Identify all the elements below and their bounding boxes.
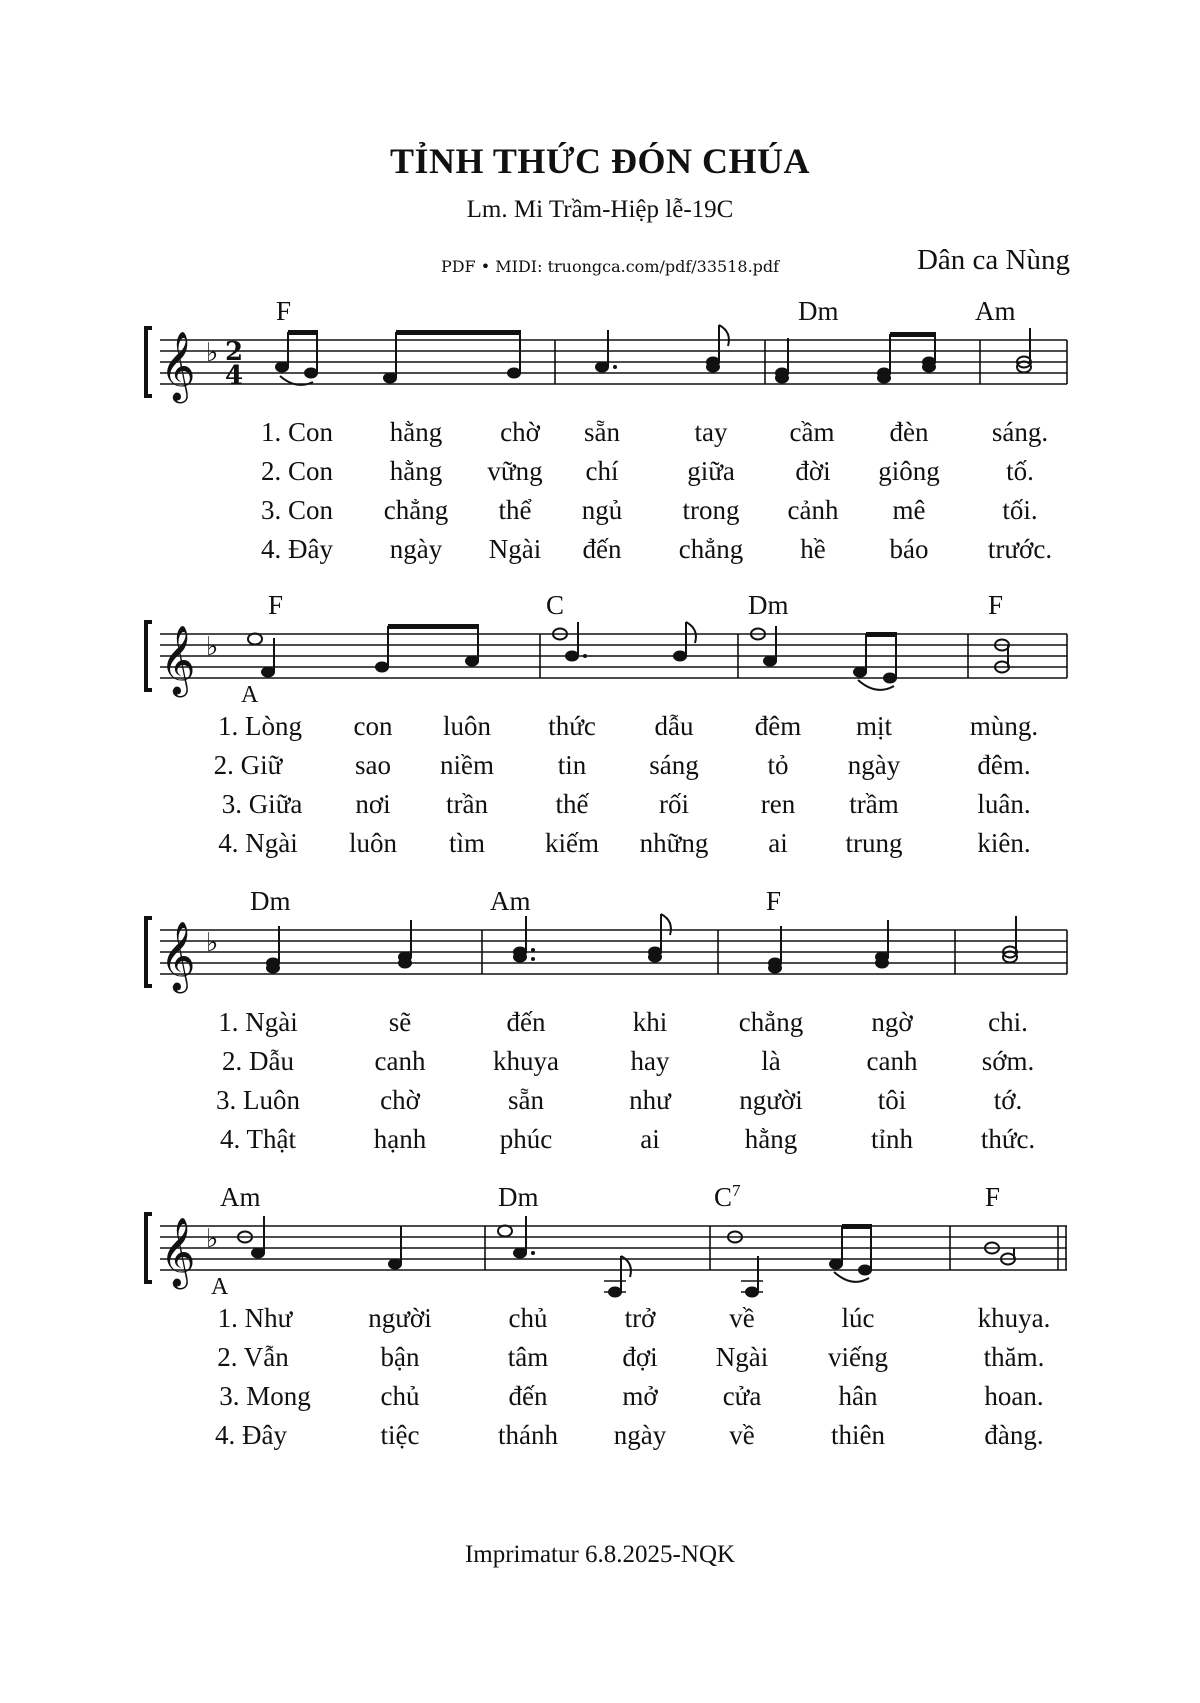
lyric-syllable: bận [380, 1342, 420, 1372]
chord-symbol: F [766, 886, 782, 916]
lyric-syllable: tôi [877, 1085, 907, 1115]
staff-1 [0, 300, 1200, 420]
lyric-syllable: phúc [499, 1124, 553, 1154]
lyric-syllable: đến [508, 1381, 548, 1411]
chord-symbol: Am [490, 886, 531, 916]
music-system-1 [0, 296, 1200, 570]
lyric-syllable: sớm. [981, 1046, 1035, 1076]
lyric-syllable: sáng. [991, 417, 1049, 447]
lyric-syllable: cảnh [787, 495, 839, 525]
lyric-syllable: đêm [754, 711, 802, 741]
lyric-syllable: chủ [380, 1381, 420, 1411]
lyric-syllable: nơi [355, 789, 391, 819]
lyric-syllable: lúc [841, 1303, 875, 1333]
chord-symbol: Am [975, 296, 1016, 326]
lyric-syllable: viếng [828, 1342, 888, 1372]
lyric-syllable: 4. Ngài [218, 828, 298, 858]
lyric-syllable: chủ [508, 1303, 548, 1333]
lyric-syllable: là [761, 1046, 781, 1076]
lyric-syllable: đến [506, 1007, 546, 1037]
lyric-syllable: trung [845, 828, 903, 858]
lyric-syllable: canh [374, 1046, 426, 1076]
lyric-syllable: tỉnh [870, 1124, 914, 1154]
lyric-syllable: người [739, 1085, 803, 1115]
lyric-syllable: 2. Con [260, 456, 334, 486]
lyric-syllable: trong [682, 495, 740, 525]
lyric-syllable: 1. Ngài [218, 1007, 298, 1037]
svg-text:𝄞: 𝄞 [160, 625, 196, 695]
lyric-syllable: đợi [622, 1342, 658, 1372]
lyric-syllable: đàng. [984, 1420, 1044, 1450]
music-system-4 [0, 1181, 1200, 1456]
lyric-syllable: ngủ [581, 495, 623, 525]
lyric-syllable: hay [630, 1046, 670, 1076]
chord-symbol: F [276, 296, 292, 326]
lyric-syllable: chẳng [383, 495, 449, 525]
lyric-syllable: hằng [389, 456, 443, 486]
svg-text:♭: ♭ [206, 928, 219, 958]
lyric-syllable: ngờ [871, 1007, 913, 1037]
chord-symbol: Am [220, 1182, 261, 1212]
lyric-syllable: tiệc [380, 1420, 420, 1450]
lyric-syllable: chờ [380, 1085, 420, 1115]
lyric-syllable: cầm [789, 417, 835, 447]
staff-4 [0, 1186, 1200, 1306]
chord-symbol: Dm [748, 590, 789, 620]
lyric-syllable: thể [498, 495, 532, 525]
lyric-syllable: con [353, 711, 393, 741]
lyric-syllable: về [729, 1420, 755, 1450]
svg-text:𝄞: 𝄞 [160, 1217, 196, 1287]
lyric-syllable: 3. Mong [219, 1381, 311, 1411]
lyric-syllable: hằng [744, 1124, 798, 1154]
bass-note: A [241, 682, 259, 708]
lyric-syllable: chẳng [738, 1007, 804, 1037]
lyric-syllable: chờ [500, 417, 540, 447]
lyric-syllable: vững [487, 456, 543, 486]
lyric-syllable: đêm. [977, 750, 1031, 780]
lyric-syllable: chi. [988, 1007, 1028, 1037]
lyric-syllable: tay [694, 417, 728, 447]
lyric-syllable: trở [624, 1303, 656, 1333]
chord-symbol: Dm [250, 886, 291, 916]
lyric-syllable: luôn [442, 711, 492, 741]
chord-symbol: Dm [498, 1182, 539, 1212]
lyric-syllable: rối [659, 789, 689, 819]
lyric-syllable: chí [585, 456, 619, 486]
lyric-syllable: thức. [980, 1124, 1036, 1154]
chord-symbol: $C^7$ [714, 1181, 741, 1212]
lyric-syllable: sáng [649, 750, 699, 780]
lyric-syllable: khuya [493, 1046, 559, 1076]
lyric-syllable: giữa [687, 456, 735, 486]
lyric-syllable: tâm [507, 1342, 549, 1372]
lyric-syllable: đời [795, 456, 831, 486]
lyric-syllable: dẫu [654, 711, 694, 741]
lyric-syllable: luôn [348, 828, 398, 858]
song-title: TỈNH THỨC ĐÓN CHÚA [389, 141, 811, 181]
chord-symbol: Dm [798, 296, 839, 326]
lyric-syllable: niềm [440, 750, 494, 780]
lyric-syllable: Ngài [715, 1342, 769, 1372]
lyric-syllable: mịt [855, 711, 893, 741]
lyric-syllable: 4. Đây [215, 1420, 287, 1450]
lyric-syllable: hân [838, 1381, 878, 1411]
song-subtitle: Lm. Mi Trầm-Hiệp lễ-19C [466, 196, 734, 223]
lyric-syllable: ai [640, 1124, 660, 1154]
svg-text:𝄞: 𝄞 [160, 331, 196, 401]
svg-text:♭: ♭ [206, 632, 219, 662]
source-link[interactable]: PDF • MIDI: truongca.com/pdf/33518.pdf [440, 257, 780, 276]
lyric-syllable: ngày [389, 534, 443, 564]
lyric-syllable: kiếm [545, 828, 599, 858]
lyric-syllable: 3. Giữa [221, 789, 303, 819]
lyric-syllable: đến [582, 534, 622, 564]
lyric-syllable: tìm [448, 828, 486, 858]
lyric-syllable: cửa [722, 1381, 762, 1411]
lyric-syllable: 2. Giữ [213, 750, 283, 780]
lyric-syllable: tối. [1002, 495, 1038, 525]
staff-3 [0, 890, 1200, 1010]
lyric-syllable: sao [355, 750, 391, 780]
lyric-syllable: mở [622, 1381, 658, 1411]
imprimatur-footer: Imprimatur 6.8.2025-NQK [464, 1541, 736, 1568]
lyric-syllable: 2. Dẫu [222, 1046, 294, 1076]
lyric-syllable: thiên [831, 1420, 885, 1450]
lyric-syllable: 2. Vẫn [217, 1342, 289, 1372]
composer-credit: Dân ca Nùng [916, 244, 1070, 276]
lyric-syllable: sẵn [584, 417, 620, 447]
svg-text:𝄞: 𝄞 [160, 921, 196, 991]
chord-symbol: F [988, 590, 1004, 620]
music-system-3 [0, 886, 1200, 1160]
svg-text:2: 2 [225, 337, 244, 367]
lyric-syllable: thức [548, 711, 596, 741]
lyric-syllable: sẽ [388, 1007, 412, 1037]
lyric-syllable: hạnh [373, 1124, 427, 1154]
lyric-syllable: khuya. [977, 1303, 1051, 1333]
lyric-syllable: về [729, 1303, 755, 1333]
chord-symbol: F [268, 590, 284, 620]
lyric-syllable: luân. [977, 789, 1031, 819]
bass-note: A [211, 1274, 229, 1300]
lyric-syllable: như [629, 1085, 671, 1115]
lyric-syllable: thánh [498, 1420, 558, 1450]
lyric-syllable: hề [800, 534, 826, 564]
chord-symbol: C [546, 590, 565, 620]
svg-text:♭: ♭ [206, 1224, 219, 1254]
lyric-syllable: tố. [1006, 456, 1034, 486]
lyric-syllable: 4. Đây [261, 534, 333, 564]
lyric-syllable: 3. Con [260, 495, 334, 525]
lyric-syllable: tỏ [767, 750, 789, 780]
svg-text:4: 4 [225, 361, 244, 391]
lyric-syllable: hằng [389, 417, 443, 447]
lyric-syllable: trần [446, 789, 488, 819]
music-system-2 [0, 590, 1200, 864]
lyric-syllable: báo [889, 534, 929, 564]
lyric-syllable: 1. Như [217, 1303, 293, 1333]
lyric-syllable: 1. Lòng [218, 711, 302, 741]
chord-symbol: F [985, 1182, 1001, 1212]
lyric-syllable: ren [760, 789, 796, 819]
lyric-syllable: đèn [889, 417, 929, 447]
lyric-syllable: Ngài [488, 534, 542, 564]
lyric-syllable: tớ. [993, 1085, 1023, 1115]
lyric-syllable: 4. Thật [220, 1124, 296, 1154]
lyric-syllable: tin [557, 750, 587, 780]
svg-text:♭: ♭ [206, 338, 219, 368]
lyric-syllable: 3. Luôn [216, 1085, 300, 1115]
lyric-syllable: sẵn [508, 1085, 544, 1115]
lyric-syllable: người [368, 1303, 432, 1333]
lyric-syllable: hoan. [984, 1381, 1044, 1411]
lyric-syllable: mùng. [969, 711, 1039, 741]
lyric-syllable: trầm [849, 789, 899, 819]
lyric-syllable: ngày [847, 750, 901, 780]
lyric-syllable: kiên. [977, 828, 1031, 858]
lyric-syllable: khi [632, 1007, 668, 1037]
lyric-syllable: chẳng [678, 534, 744, 564]
staff-2 [0, 594, 1200, 714]
lyric-syllable: giông [878, 456, 940, 486]
lyric-syllable: thế [555, 789, 589, 819]
lyric-syllable: 1. Con [260, 417, 334, 447]
lyric-syllable: ai [768, 828, 788, 858]
lyric-syllable: canh [866, 1046, 918, 1076]
lyric-syllable: thăm. [983, 1342, 1045, 1372]
lyric-syllable: những [639, 828, 709, 858]
lyric-syllable: ngày [613, 1420, 667, 1450]
lyric-syllable: mê [892, 495, 926, 525]
lyric-syllable: trước. [987, 534, 1053, 564]
